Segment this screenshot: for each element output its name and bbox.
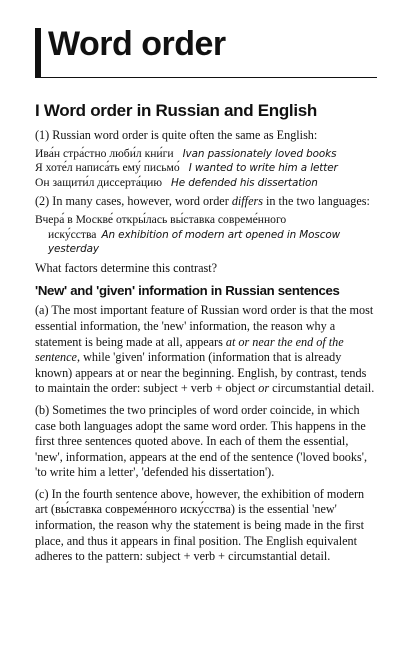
paragraph-a bbox=[35, 303, 377, 397]
point-1-text: (1) Russian word order is quite often the same as English: bbox=[35, 128, 318, 142]
subsection-heading: 'New' and 'given' information in Russian sentences bbox=[35, 283, 340, 299]
paragraph-b: (b) Sometimes the two principles of word order coincide, in which case both languages adopt the same word order. This happens in the first three sentences quoted above. In each of them the essential, 'new', information, appears at the end of the sentence ('loved books', 'to write him a letter', 'defended his dissertation'). bbox=[35, 402, 367, 480]
example-2 bbox=[35, 213, 377, 257]
section-heading: I Word order in Russian and English bbox=[35, 101, 317, 120]
example-2-english-line-2: yesterday bbox=[48, 243, 99, 256]
paragraph-c: (c) In the fourth sentence above, however, the exhibition of modern art (вы́ставка совреме́нного иску́сства) is the essential 'new' information, the reason why the statement is being made in the first place, and thus it appears in final position. The English equivalent adheres to the pattern: subject + verb + circumstantial detail. bbox=[35, 486, 365, 564]
example-row bbox=[35, 147, 377, 162]
example-english: Ivan passionately loved books bbox=[182, 147, 337, 160]
question-text: What factors determine this contrast? bbox=[35, 260, 218, 275]
page-content bbox=[35, 100, 377, 571]
example-row bbox=[35, 176, 377, 191]
examples-list-1 bbox=[35, 147, 377, 191]
example-2-line-3 bbox=[35, 242, 377, 257]
paragraph-a-emphasis: or bbox=[258, 381, 270, 396]
example-english: I wanted to write him a letter bbox=[188, 162, 338, 175]
paragraph-a-text: , while 'given' information (information that is already known) appears at or near the beginning. English, by contrast, tends to maintain the order: subject + verb + object bbox=[35, 350, 367, 396]
example-2-russian-line-2: иску́сства bbox=[48, 227, 97, 241]
point-2-text bbox=[35, 194, 377, 210]
example-russian: Я хоте́л написа́ть ему́ письмо́ bbox=[35, 161, 180, 175]
example-russian: Ива́н стра́стно люби́л кни́ги bbox=[35, 146, 174, 160]
point-2-part: (2) In many cases, however, word order bbox=[35, 194, 232, 209]
example-2-english-line-1: An exhibition of modern art opened in Moscow bbox=[101, 228, 341, 241]
example-2-line-2 bbox=[35, 228, 377, 243]
point-2-emphasis: differs bbox=[231, 194, 263, 209]
example-2-russian-line-1: Вчера́ в Москве́ откры́лась вы́ставка совреме́нного bbox=[35, 212, 287, 226]
example-row bbox=[35, 161, 377, 176]
chapter-title-rule bbox=[35, 77, 377, 78]
point-2-part: in the two languages: bbox=[262, 194, 370, 209]
chapter-marker-bar bbox=[35, 28, 41, 78]
example-russian: Он защити́л диссерта́цию bbox=[35, 175, 163, 189]
paragraph-a-text: (a) The most important feature of Russian word order is that the most essential information, the 'new' information, the reason why a statement is being made at all, appears bbox=[35, 303, 374, 349]
chapter-title: Word order bbox=[48, 25, 226, 63]
paragraph-a-emphasis: at or near the end of the sentence bbox=[35, 334, 344, 365]
paragraph-a-text: circumstantial detail. bbox=[269, 381, 375, 396]
example-english: He defended his dissertation bbox=[171, 176, 318, 189]
